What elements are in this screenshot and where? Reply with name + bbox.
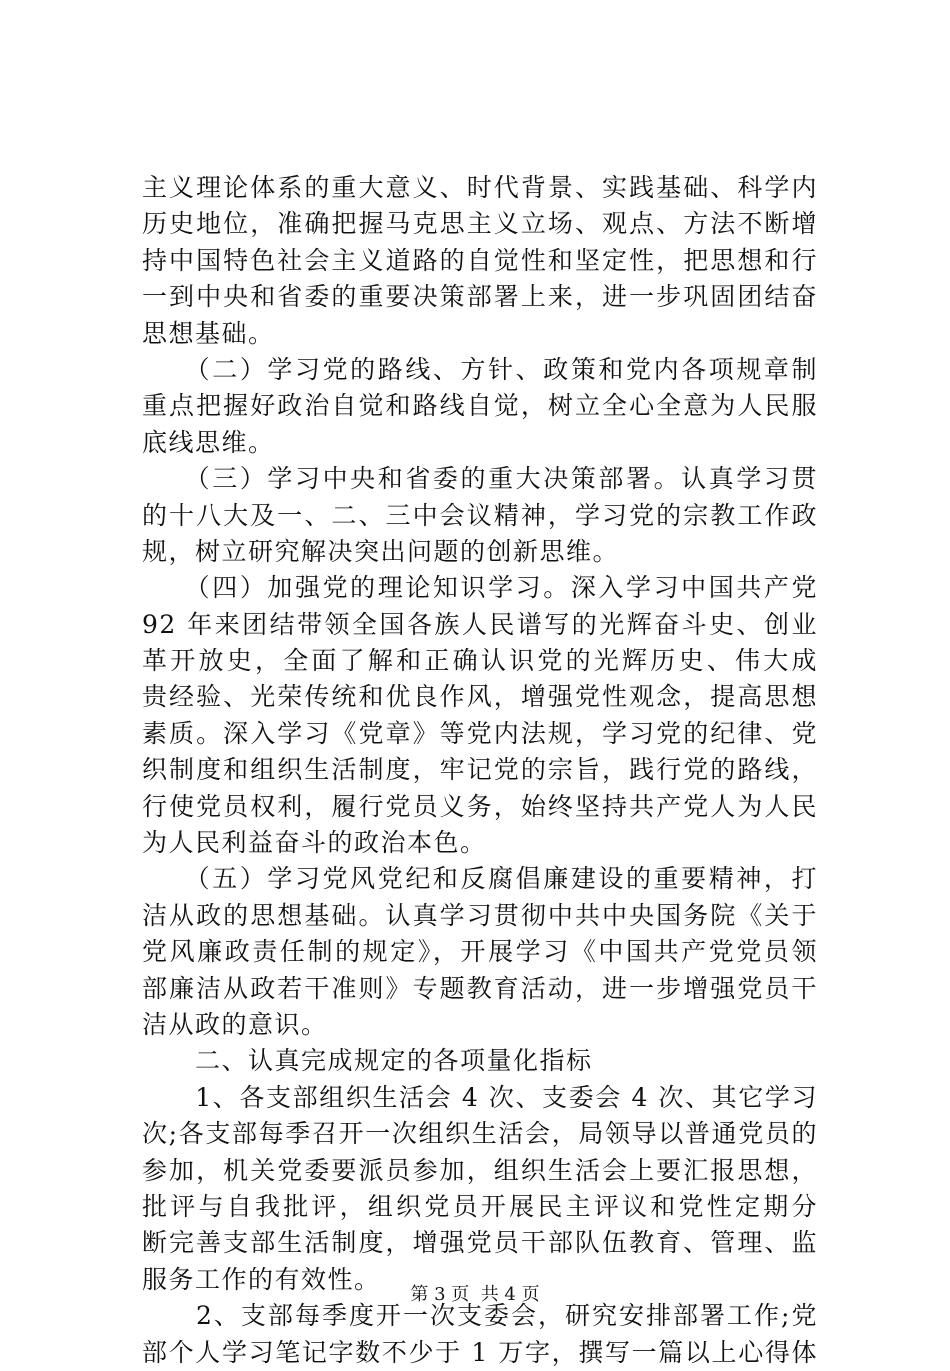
- body-text: [142, 170, 818, 1371]
- text-line: 行使党员权利，履行党员义务，始终坚持共产党人为人民: [142, 791, 818, 821]
- text-line: （四）加强党的理论知识学习。深入学习中国共产党: [197, 573, 818, 603]
- text-line: 二、认真完成规定的各项量化指标: [142, 1046, 593, 1076]
- text-line: 历史地位，准确把握马克思主义立场、观点、方法不断增: [142, 209, 818, 239]
- page-footer: 第 3 页 共 4 页: [410, 1284, 540, 1305]
- text-line: 重点把握好政治自觉和路线自觉，树立全心全意为人民服: [142, 391, 818, 421]
- text-line: 参加，机关党委要派员参加，组织生活会上要汇报思想，: [142, 1155, 818, 1185]
- text-line: 底线思维。: [142, 427, 275, 457]
- text-line: 织制度和组织生活制度，牢记党的宗旨，践行党的路线，: [142, 755, 818, 785]
- text-line: 规，树立研究解决突出问题的创新思维。: [142, 536, 620, 566]
- text-line: 2、支部每季度开一次支委会，研究安排部署工作;党: [196, 1301, 818, 1331]
- text-line: 断完善支部生活制度，增强党员干部队伍教育、管理、监: [142, 1228, 818, 1258]
- text-line: 部廉洁从政若干准则》专题教育活动，进一步增强党员干: [142, 973, 818, 1003]
- text-line: 思想基础。: [142, 318, 275, 348]
- text-line: 主义理论体系的重大意义、时代背景、实践基础、科学内: [142, 173, 818, 202]
- text-line: 党风廉政责任制的规定》，开展学习《中国共产党党员领: [142, 937, 818, 967]
- text-line: （二）学习党的路线、方针、政策和党内各项规章制: [197, 354, 818, 384]
- text-line: 贵经验、光荣传统和优良作风，增强党性观念，提高思想: [142, 682, 818, 712]
- text-line: 为人民利益奋斗的政治本色。: [142, 828, 487, 858]
- text-line: 一到中央和省委的重要决策部署上来，进一步巩固团结奋: [142, 282, 818, 312]
- text-line: 洁从政的思想基础。认真学习贯彻中共中央国务院《关于: [142, 900, 818, 930]
- text-line: 批评与自我批评，组织党员开展民主评议和党性定期分: [142, 1191, 818, 1221]
- text-line: （三）学习中央和省委的重大决策部署。认真学习贯: [197, 464, 818, 494]
- text-line: 素质。深入学习《党章》等党内法规，学习党的纪律、党: [142, 718, 818, 748]
- text-line: 革开放史，全面了解和正确认识党的光辉历史、伟大成: [142, 646, 818, 676]
- text-line: 洁从政的意识。: [142, 1009, 328, 1039]
- text-line: 次;各支部每季召开一次组织生活会，局领导以普通党员的: [142, 1119, 818, 1149]
- text-line: 92 年来团结带领全国各族人民谱写的光辉奋斗史、创业: [142, 609, 818, 639]
- text-line: （五）学习党风党纪和反腐倡廉建设的重要精神，打: [197, 864, 818, 894]
- text-line: 服务工作的有效性。: [142, 1264, 381, 1294]
- text-line: 持中国特色社会主义道路的自觉性和坚定性，把思想和行: [142, 245, 818, 275]
- text-line: 的十八大及一、二、三中会议精神，学习党的宗教工作政: [142, 500, 818, 530]
- text-line: 1、各支部组织生活会 4 次、支委会 4 次、其它学习: [195, 1082, 818, 1112]
- text-line: 部个人学习笔记字数不少于 1 万字，撰写一篇以上心得体: [142, 1337, 818, 1367]
